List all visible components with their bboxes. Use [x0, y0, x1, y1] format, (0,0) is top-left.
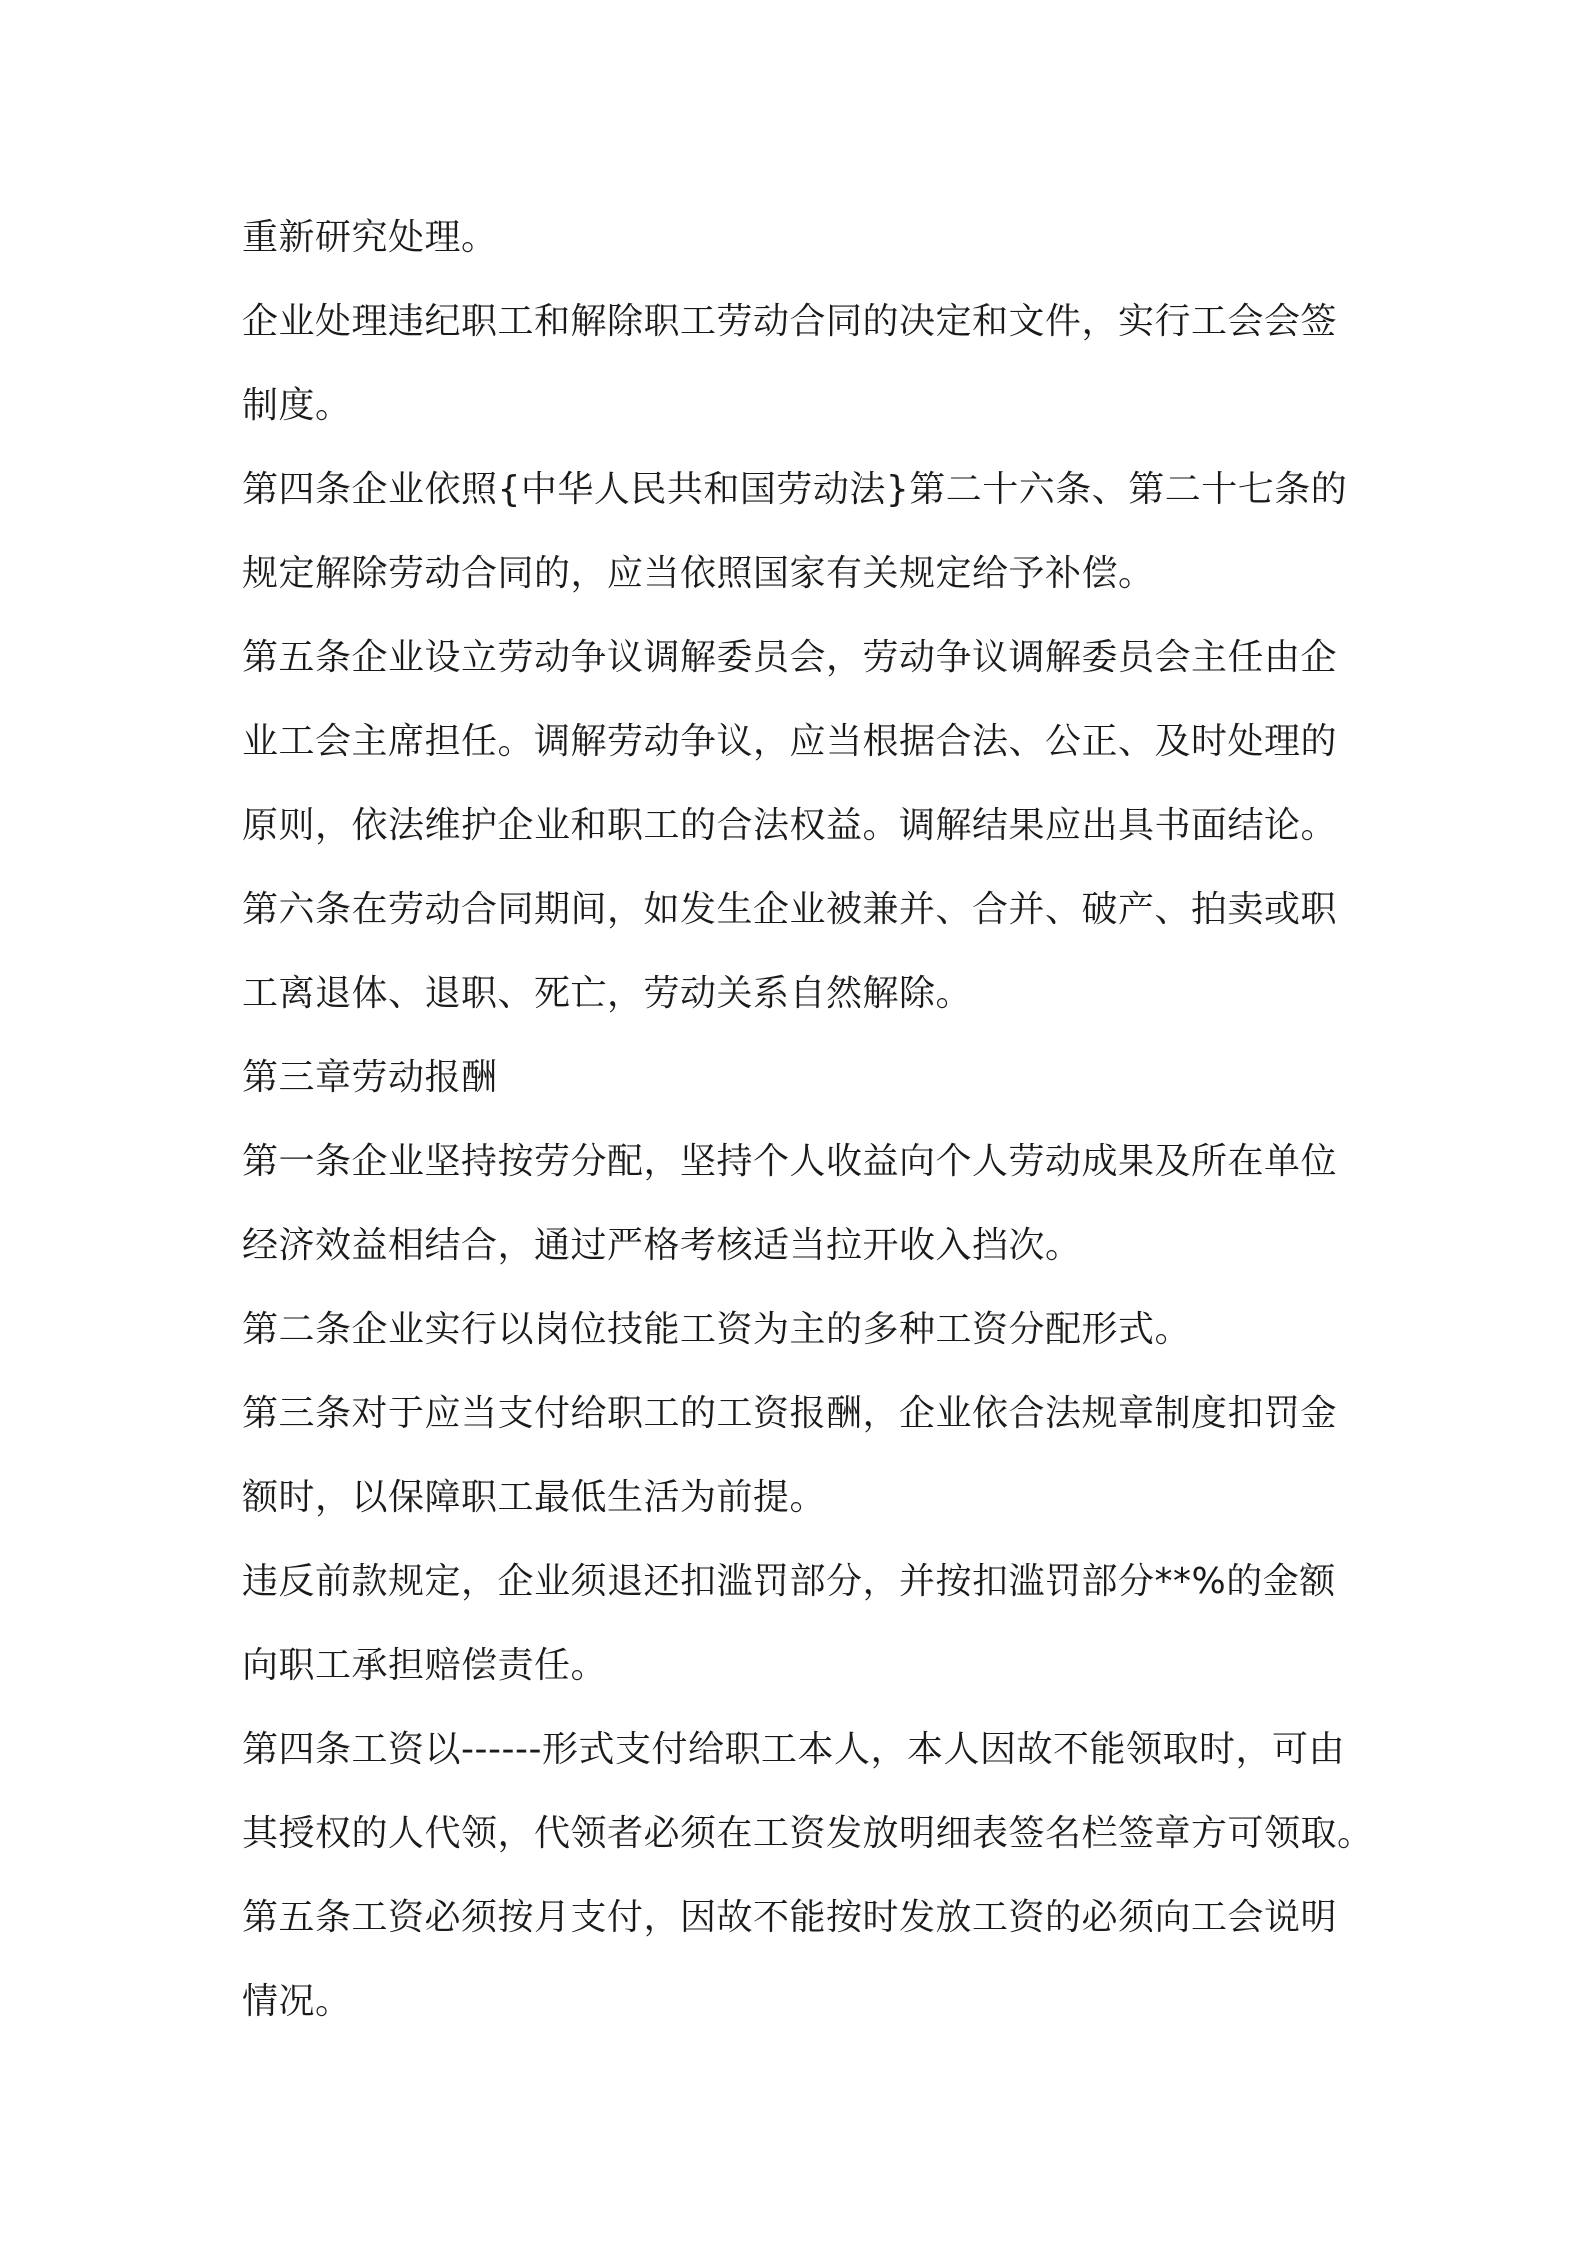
text-line: 第一条企业坚持按劳分配，坚持个人收益向个人劳动成果及所在单位	[242, 1141, 1338, 1182]
text-line: 向职工承担赔偿责任。	[242, 1645, 608, 1686]
text-line: 违反前款规定，企业须退还扣滥罚部分，并按扣滥罚部分**%的金额	[242, 1561, 1336, 1602]
text-line: 业工会主席担任。调解劳动争议，应当根据合法、公正、及时处理的	[242, 721, 1338, 762]
text-line: 第二条企业实行以岗位技能工资为主的多种工资分配形式。	[242, 1309, 1192, 1350]
text-line: 第四条工资以------形式支付给职工本人，本人因故不能领取时，可由	[242, 1729, 1345, 1770]
text-line: 原则，依法维护企业和职工的合法权益。调解结果应出具书面结论。	[242, 805, 1338, 846]
text-line: 工离退体、退职、死亡，劳动关系自然解除。	[242, 973, 973, 1014]
text-line: 第五条企业设立劳动争议调解委员会，劳动争议调解委员会主任由企	[242, 637, 1338, 678]
text-line: 企业处理违纪职工和解除职工劳动合同的决定和文件，实行工会会签	[242, 301, 1338, 342]
text-line: 重新研究处理。	[242, 217, 498, 258]
text-line: 经济效益相结合，通过严格考核适当拉开收入挡次。	[242, 1225, 1082, 1266]
text-line: 第四条企业依照{中华人民共和国劳动法}第二十六条、第二十七条的	[242, 469, 1348, 510]
text-line: 第六条在劳动合同期间，如发生企业被兼并、合并、破产、拍卖或职	[242, 889, 1338, 930]
text-line: 规定解除劳动合同的，应当依照国家有关规定给予补偿。	[242, 553, 1155, 594]
document-body	[242, 196, 1374, 2044]
chapter-heading: 第三章劳动报酬	[242, 1057, 498, 1098]
text-line: 第三条对于应当支付给职工的工资报酬，企业依合法规章制度扣罚金	[242, 1393, 1338, 1434]
text-line: 额时，以保障职工最低生活为前提。	[242, 1477, 827, 1518]
text-line: 第五条工资必须按月支付，因故不能按时发放工资的必须向工会说明	[242, 1897, 1338, 1938]
text-line: 情况。	[242, 1981, 352, 2022]
text-line: 其授权的人代领，代领者必须在工资发放明细表签名栏签章方可领取。	[242, 1813, 1374, 1854]
text-line: 制度。	[242, 385, 352, 426]
